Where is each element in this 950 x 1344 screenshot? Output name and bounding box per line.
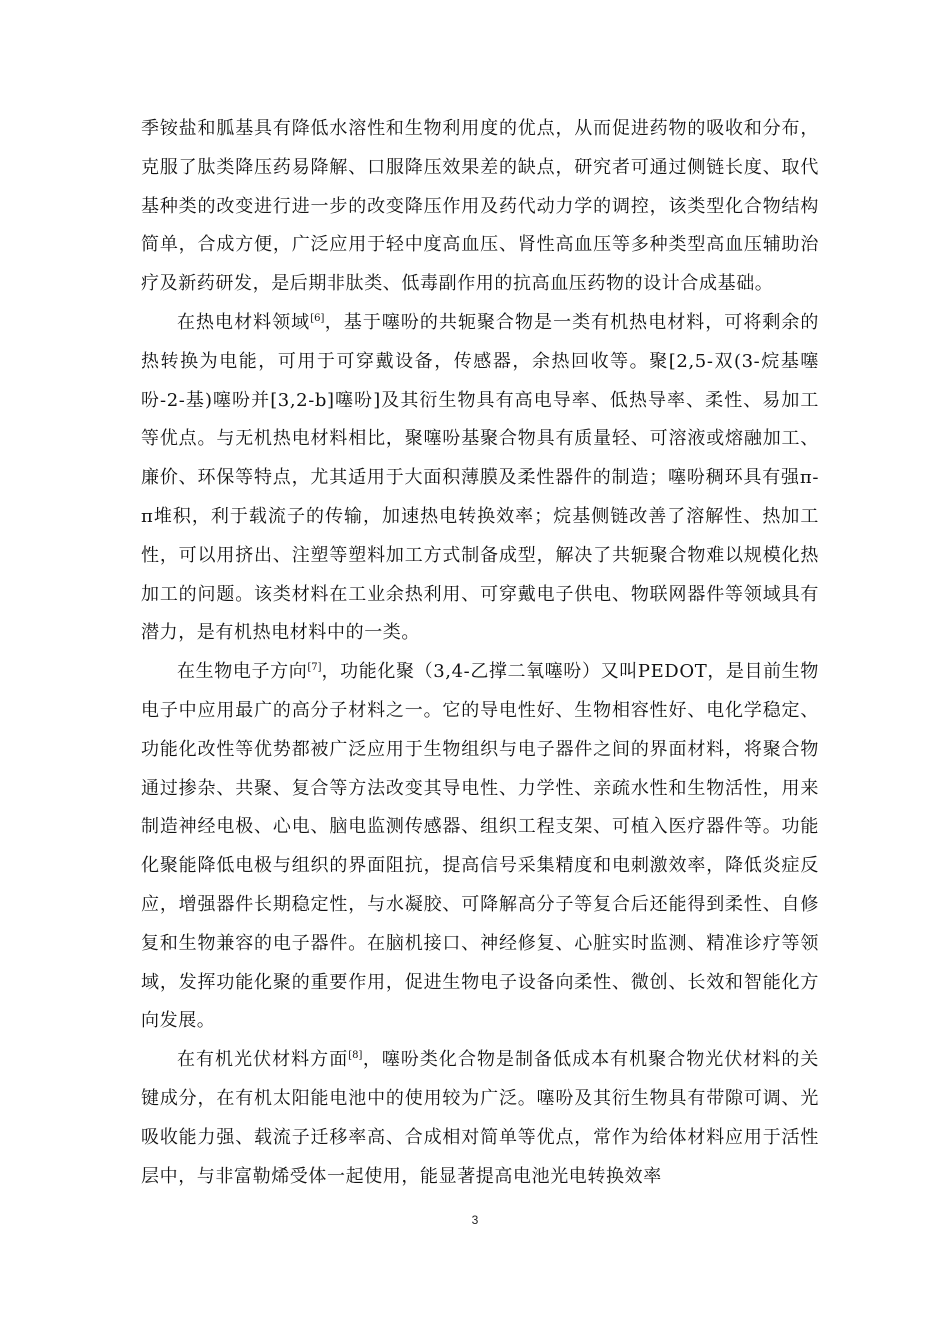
paragraph-2-lead: 在热电材料领域 [177, 311, 311, 333]
body-text [141, 110, 819, 1196]
page-number: 3 [471, 1213, 479, 1227]
paragraph-1 [141, 110, 819, 304]
citation-6: [6] [310, 312, 325, 324]
paragraph-2 [141, 304, 819, 653]
paragraph-4 [141, 1041, 819, 1196]
paragraph-1-text: 季铵盐和胍基具有降低水溶性和生物利用度的优点，从而促进药物的吸收和分布，克服了肽类降压药易降解、口服降压效果差的缺点，研究者可通过侧链长度、取代基种类的改变进行进一步的改变降压作用及药代动力学的调控，该类型化合物结构简单，合成方便，广泛应用于轻中度高血压、肾性高血压等多种类型高血压辅助治疗及新药研发，是后期非肽类、低毒副作用的抗高血压药物的设计合成基础。 [141, 118, 819, 295]
paragraph-4-text: ，噻吩类化合物是制备低成本有机聚合物光伏材料的关键成分，在有机太阳能电池中的使用较为广泛。噻吩及其衍生物具有带隙可调、光吸收能力强、载流子迁移率高、合成相对简单等优点，常作为给体材料应用于活性层中，与非富勒烯受体一起使用，能显著提高电池光电转换效率 [141, 1049, 819, 1187]
citation-8: [8] [348, 1050, 363, 1062]
paragraph-4-lead: 在有机光伏材料方面 [177, 1049, 349, 1071]
paragraph-2-text: ，基于噻吩的共轭聚合物是一类有机热电材料，可将剩余的热转换为电能，可用于可穿戴设备，传感器，余热回收等。聚[2,5-双(3-烷基噻吩-2-基)噻吩并[3,2-b]噻吩]及其衍生物具有高电导率、低热导率、柔性、易加工等优点。与无机热电材料相比，聚噻吩基聚合物具有质量轻、可溶液或熔融加工、廉价、环保等特点，尤其适用于大面积薄膜及柔性器件的制造；噻吩稠环具有强π-π堆积，利于载流子的传输，加速热电转换效率；烷基侧链改善了溶解性、热加工性，可以用挤出、注塑等塑料加工方式制备成型，解决了共轭聚合物难以规模化热加工的问题。该类材料在工业余热利用、可穿戴电子供电、物联网器件等领域具有潜力，是有机热电材料中的一类。 [141, 311, 819, 644]
citation-7: [7] [307, 662, 322, 674]
paragraph-3 [141, 653, 819, 1041]
paragraph-3-lead: 在生物电子方向 [177, 661, 308, 683]
paragraph-3-text: ，功能化聚（3,4-乙撑二氧噻吩）又叫PEDOT，是目前生物电子中应用最广的高分子材料之一。它的导电性好、生物相容性好、电化学稳定、功能化改性等优势都被广泛应用于生物组织与电子器件之间的界面材料，将聚合物通过掺杂、共聚、复合等方法改变其导电性、力学性、亲疏水性和生物活性，用来制造神经电极、心电、脑电监测传感器、组织工程支架、可植入医疗器件等。功能化聚能降低电极与组织的界面阻抗，提高信号采集精度和电刺激效率，降低炎症反应，增强器件长期稳定性，与水凝胶、可降解高分子等复合后还能得到柔性、自修复和生物兼容的电子器件。在脑机接口、神经修复、心脏实时监测、精准诊疗等领域，发挥功能化聚的重要作用，促进生物电子设备向柔性、微创、长效和智能化方向发展。 [141, 661, 819, 1032]
